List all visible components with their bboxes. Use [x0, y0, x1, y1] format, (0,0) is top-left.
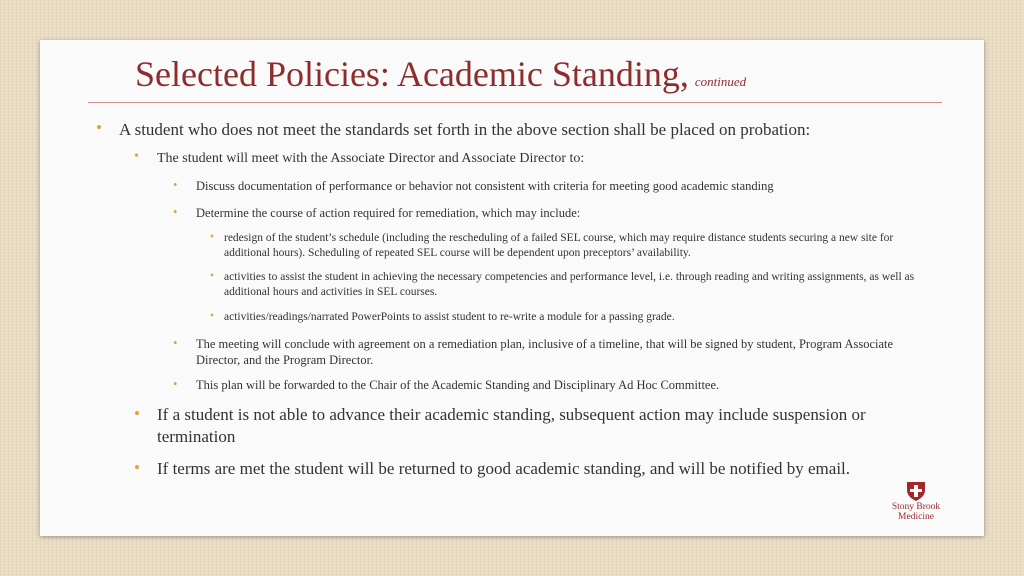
stony-brook-shield-icon [903, 480, 929, 502]
bullet-icon: • [173, 336, 178, 350]
bullet-redesign: redesign of the student’s schedule (including the rescheduling of a failed SEL course, which may require distance students securing a new site for additional hours). Scheduling of repeated SEL course will be dependent upon preceptors’ availability. [224, 232, 894, 259]
bullet-activities: activities to assist the student in achieving the necessary competencies and performance level, i.e. through reading and writing assignments, as well as additional hours and activities in SEL courses. [224, 271, 915, 298]
bullet-icon: • [134, 458, 140, 477]
bullet-icon: • [173, 377, 178, 391]
bullet-meeting: The student will meet with the Associate Director and Associate Director to: [157, 151, 585, 166]
bullet-rewrite: activities/readings/narrated PowerPoints to assist student to re-write a module for a passing grade. [224, 311, 675, 323]
bullet-icon: • [134, 149, 139, 164]
title-text: Selected Policies: Academic Standing, [135, 54, 689, 94]
bullet-icon: • [210, 231, 215, 243]
logo-line-1: Stony Brook [891, 502, 941, 512]
bullet-suspension: If a student is not able to advance their academic standing, subsequent action may include suspension or termination [157, 405, 866, 446]
bullet-icon: • [134, 404, 140, 423]
stony-brook-medicine-logo [886, 480, 946, 526]
bullet-discuss: Discuss documentation of performance or behavior not consistent with criteria for meeting good academic standing [196, 179, 774, 193]
bullet-icon: • [210, 270, 215, 282]
bullet-determine: Determine the course of action required for remediation, which may include: [196, 206, 581, 220]
slide-title [135, 52, 935, 104]
title-continued-label: continued [694, 74, 747, 89]
bullet-icon: • [210, 310, 215, 322]
logo-line-2: Medicine [898, 512, 934, 522]
bullet-good-standing: If terms are met the student will be returned to good academic standing, and will be notified by email. [157, 459, 851, 478]
bullet-probation: A student who does not meet the standards set forth in the above section shall be placed on probation: [119, 120, 811, 139]
bullet-conclude: The meeting will conclude with agreement on a remediation plan, inclusive of a timeline, that will be signed by student, Program Associate Director, and the Program Director. [196, 337, 894, 367]
bullet-icon: • [173, 178, 178, 192]
bullet-forwarded: This plan will be forwarded to the Chair of the Academic Standing and Disciplinary Ad Hoc Committee. [196, 378, 720, 392]
bullet-icon: • [96, 118, 102, 137]
title-divider [88, 102, 942, 103]
bullet-icon: • [173, 205, 178, 219]
